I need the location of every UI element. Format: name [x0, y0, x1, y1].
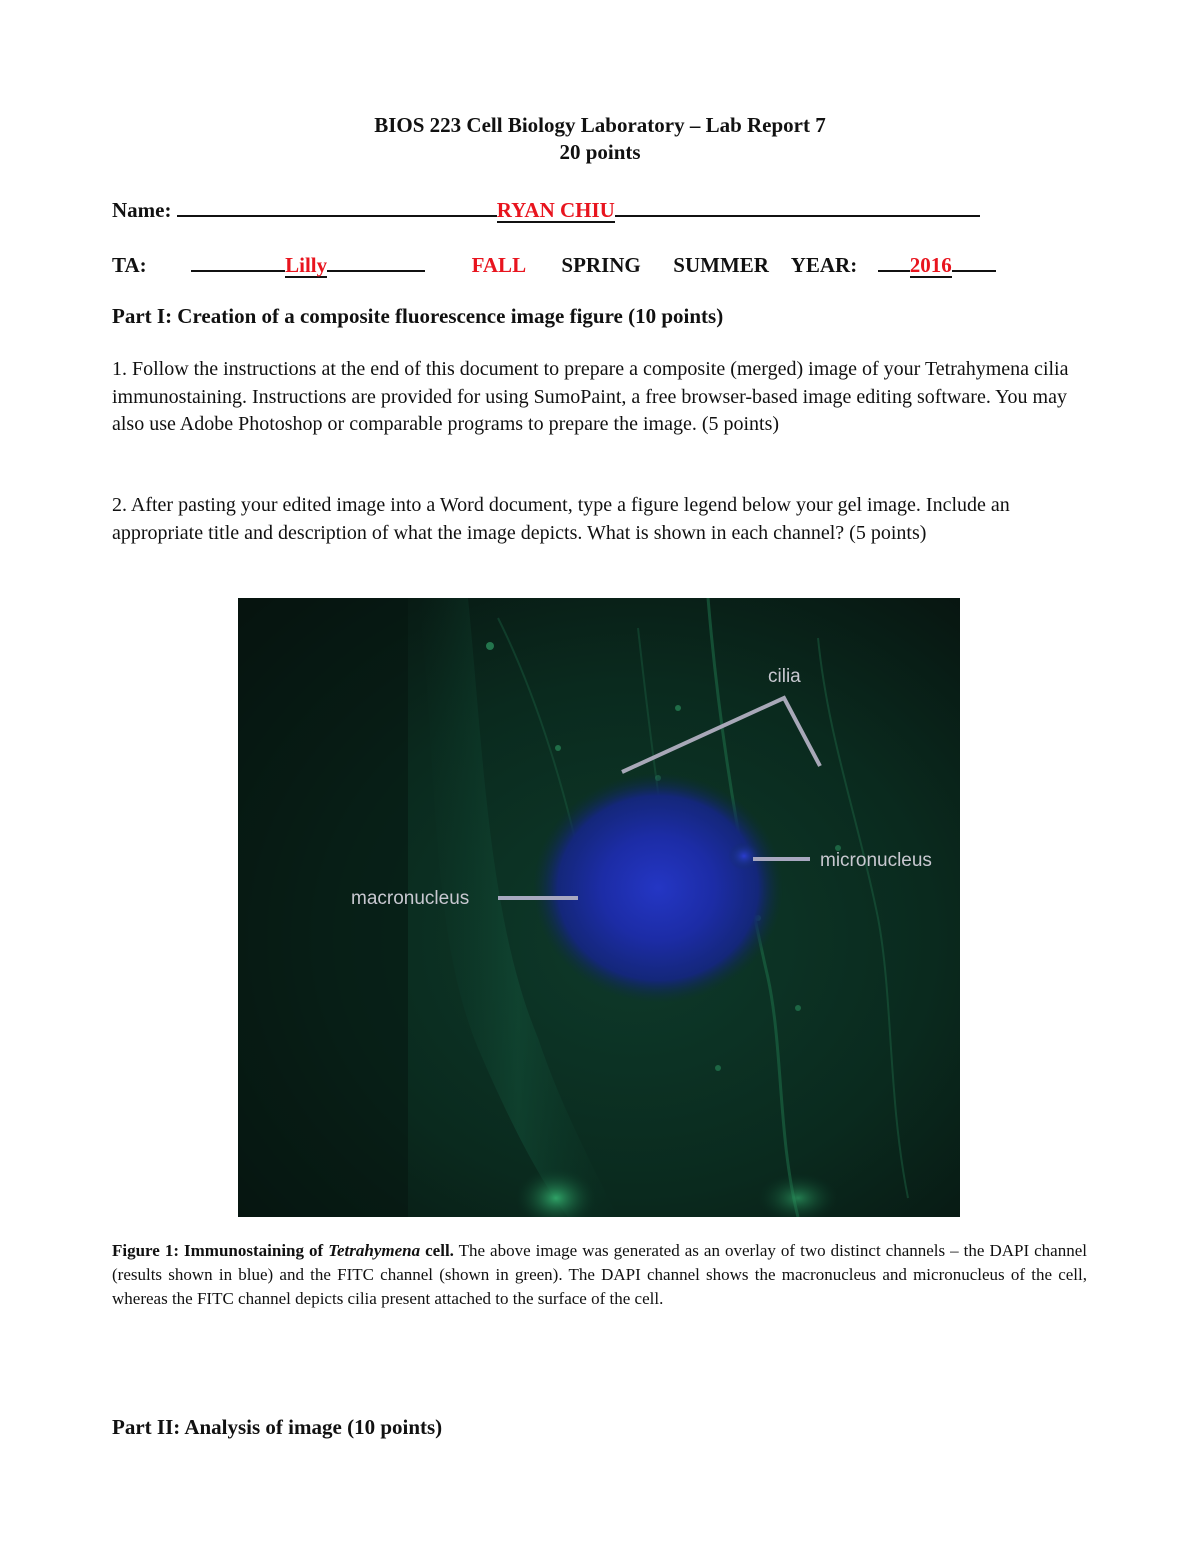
- report-points: 20 points: [559, 140, 641, 164]
- fluorescence-image-svg: [238, 598, 960, 1217]
- report-title-block: [0, 112, 1200, 166]
- macronucleus-blob: [533, 773, 783, 1003]
- question-1: 1. Follow the instructions at the end of this document to prepare a composite (merged) image of your Tetrahymena cilia immunostaining. Instructions are provided for using SumoPaint, a free browser-based image editing software. You may also use Adobe Photoshop or comparable programs to prepare the image. (5 points): [112, 358, 1069, 435]
- ta-underline-left: [191, 250, 285, 272]
- caption-title-species: Tetrahymena: [328, 1241, 421, 1260]
- name-row: [112, 195, 980, 223]
- term-spring: SPRING: [561, 253, 641, 277]
- caption-text: The above image was generated as an overlay of two distinct channels – the DAPI channel (results shown in blue) and the FITC channel (shown in green). The DAPI channel shows the macronucleus and micronucleus of the cell, whereas the FITC channel depicts cilia present attached to the surface of the cell.: [112, 1241, 1087, 1308]
- question-2: 2. After pasting your edited image into a Word document, type a figure legend below your gel image. Include an appropriate title and description of what the image depicts. What is shown in each channel? (5 points): [112, 494, 1010, 544]
- figure-caption: [112, 1239, 1087, 1311]
- year-value: 2016: [909, 253, 952, 277]
- micronucleus-label: micronucleus: [820, 850, 932, 871]
- term-fall: FALL: [471, 253, 525, 277]
- ta-underline-right: [327, 250, 425, 272]
- cilia-label: cilia: [768, 666, 801, 687]
- caption-title-prefix: Figure 1: Immunostaining of: [112, 1241, 329, 1260]
- year-underline-right: [952, 250, 996, 272]
- ta-value: Lilly: [285, 253, 328, 277]
- year-underline-left: [878, 250, 910, 272]
- micronucleus-blob: [728, 842, 760, 870]
- report-title: BIOS 223 Cell Biology Laboratory – Lab Report 7: [374, 113, 826, 137]
- name-value: RYAN CHIU: [496, 198, 615, 222]
- name-underline-right: [615, 195, 980, 217]
- name-underline-left: [177, 195, 497, 217]
- ta-label: TA:: [112, 253, 147, 277]
- macronucleus-label: macronucleus: [351, 888, 470, 909]
- year-label: YEAR:: [790, 253, 858, 277]
- part1-heading: Part I: Creation of a composite fluorescence image figure (10 points): [112, 304, 724, 328]
- name-label: Name:: [112, 198, 172, 222]
- fluorescence-image: [238, 598, 960, 1217]
- part2-heading: Part II: Analysis of image (10 points): [112, 1415, 443, 1439]
- term-summer: SUMMER: [673, 253, 769, 277]
- ta-row: [112, 250, 996, 278]
- caption-title-suffix: cell.: [420, 1241, 454, 1260]
